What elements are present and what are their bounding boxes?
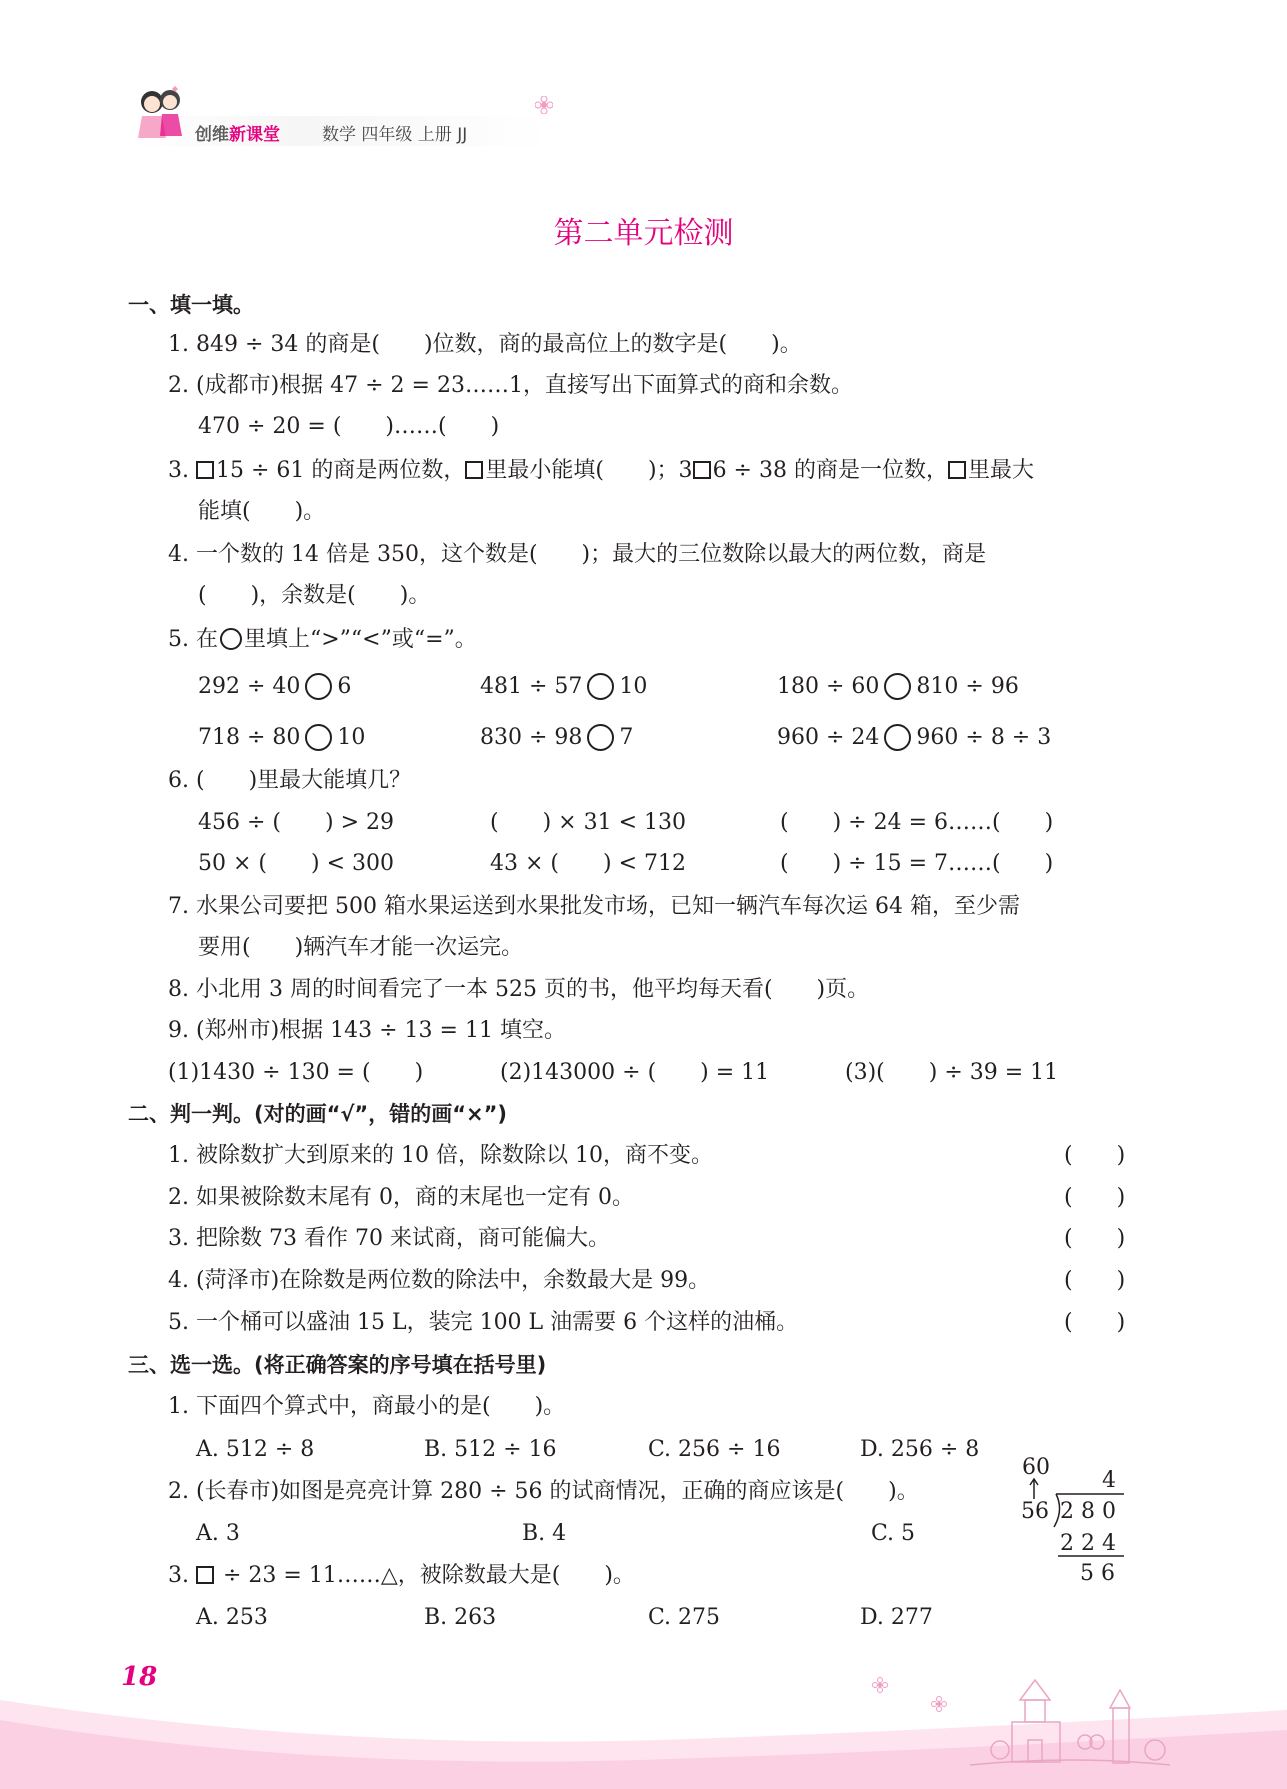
q6-item: ( ) × 31 < 130 [490,810,686,835]
q6-item: ( ) ÷ 24 = 6……( ) [780,810,1054,835]
choice-option: C. 5 [871,1521,916,1546]
q5-item: 180 ÷ 60 810 ÷ 96 [777,674,1019,699]
choice-option: C. 275 [648,1605,721,1630]
brand-logo: 创维新课堂 [195,125,280,145]
flower-icon [535,96,553,114]
s3-q3: 3. ÷ 23 = 11……△，被除数最大是( )。 [168,1563,635,1588]
s1-q5: 5. 在 里填上“>”“<”或“=”。 [168,627,477,652]
answer-blank[interactable]: ( ) [1064,1226,1126,1251]
answer-blank[interactable]: ( ) [1064,1185,1126,1210]
s1-q4-line2: ( )，余数是( )。 [198,583,431,608]
s3-q2: 2. (长春市)如图是亮亮计算 280 ÷ 56 的试商情况，正确的商应该是( )。 [168,1479,919,1504]
s1-q8: 8. 小北用 3 周的时间看完了一本 525 页的书，他平均每天看( )页。 [168,977,870,1002]
s1-q7-line2: 要用( )辆汽车才能一次运完。 [198,935,524,960]
q5-item: 292 ÷ 40 6 [198,674,352,699]
dividend: 2 8 0 [1060,1499,1116,1524]
choice-option: D. 277 [860,1605,933,1630]
q9-item: (1)1430 ÷ 130 = ( ) [168,1060,424,1085]
s1-q7-line1: 7. 水果公司要把 500 箱水果运送到水果批发市场，已知一辆汽车每次运 64 箱，至少需 [168,894,1020,919]
compare-circle-icon [305,673,332,700]
page-number: 18 [121,1662,158,1692]
estimate-number: 60 [1022,1455,1050,1480]
course-label: 数学 四年级 上册 JJ [322,125,468,145]
s1-q6: 6. ( )里最大能填几？ [168,768,412,793]
answer-blank[interactable]: ( ) [1064,1143,1126,1168]
choice-option: B. 512 ÷ 16 [424,1437,557,1462]
s3-q1: 1. 下面四个算式中，商最小的是( )。 [168,1394,566,1419]
flower-icon [931,1696,947,1712]
q5-item: 481 ÷ 57 10 [480,674,648,699]
choice-option: B. 4 [522,1521,567,1546]
compare-circle-icon [884,724,911,751]
compare-circle-icon [220,628,242,650]
q5-item: 960 ÷ 24 960 ÷ 8 ÷ 3 [777,725,1052,750]
section1-heading: 一、填一填。 [128,293,254,317]
choice-option: A. 253 [196,1605,268,1630]
q6-item: ( ) ÷ 15 = 7……( ) [780,851,1054,876]
compare-circle-icon [587,724,614,751]
s1-q3-line2: 能填( )。 [198,499,326,524]
compare-circle-icon [884,673,911,700]
long-division-figure [1018,1455,1128,1585]
q9-item: (2)143000 ÷ ( ) = 11 [500,1060,770,1085]
s1-q9: 9. (郑州市)根据 143 ÷ 13 = 11 填空。 [168,1018,566,1043]
q5-item: 830 ÷ 98 7 [480,725,634,750]
divisor: 56 [1021,1499,1049,1524]
choice-option: A. 3 [196,1521,240,1546]
page-title: 第二单元检测 [553,216,734,251]
compare-circle-icon [305,724,332,751]
judge-item: 2. 如果被除数末尾有 0，商的末尾也一定有 0。 [168,1185,634,1210]
s1-q2-line1: 2. (成都市)根据 47 ÷ 2 = 23……1，直接写出下面算式的商和余数。 [168,373,853,398]
judge-item: 5. 一个桶可以盛油 15 L，装完 100 L 油需要 6 个这样的油桶。 [168,1310,799,1335]
page-header [130,80,560,150]
castle-icon [970,1670,1170,1780]
answer-blank[interactable]: ( ) [1064,1268,1126,1293]
quotient-digit: 4 [1102,1468,1116,1493]
blank-square-icon [465,461,483,479]
judge-item: 3. 把除数 73 看作 70 来试商，商可能偏大。 [168,1226,610,1251]
s1-q3-line1: 3. 15 ÷ 61 的商是两位数， 里最小能填( )；3 6 ÷ 38 的商是一位数， 里最大 [168,458,1034,483]
section2-heading: 二、判一判。(对的画“√”，错的画“×”) [128,1102,508,1126]
s1-q2-line2: 470 ÷ 20 = ( )……( ) [198,414,500,439]
section3-heading: 三、选一选。(将正确答案的序号填在括号里) [128,1353,547,1377]
product: 2 2 4 [1060,1531,1116,1556]
blank-square-icon [948,461,966,479]
choice-option: B. 263 [424,1605,497,1630]
s1-q1: 1. 849 ÷ 34 的商是( )位数，商的最高位上的数字是( )。 [168,332,802,357]
cartoon-kids-icon [130,80,190,150]
judge-item: 4. (菏泽市)在除数是两位数的除法中，余数最大是 99。 [168,1268,711,1293]
choice-option: D. 256 ÷ 8 [860,1437,980,1462]
judge-item: 1. 被除数扩大到原来的 10 倍，除数除以 10，商不变。 [168,1143,713,1168]
choice-option: A. 512 ÷ 8 [196,1437,315,1462]
q6-item: 43 × ( ) < 712 [490,851,686,876]
blank-square-icon [196,1566,214,1584]
blank-square-icon [196,461,214,479]
remainder: 5 6 [1080,1561,1115,1586]
q6-item: 456 ÷ ( ) > 29 [198,810,394,835]
s1-q4-line1: 4. 一个数的 14 倍是 350，这个数是( )；最大的三位数除以最大的两位数，商是 [168,542,987,567]
q6-item: 50 × ( ) < 300 [198,851,394,876]
flower-icon [872,1677,888,1693]
q5-item: 718 ÷ 80 10 [198,725,366,750]
choice-option: C. 256 ÷ 16 [648,1437,781,1462]
blank-square-icon [693,461,711,479]
compare-circle-icon [587,673,614,700]
answer-blank[interactable]: ( ) [1064,1310,1126,1335]
q9-item: (3)( ) ÷ 39 = 11 [845,1060,1059,1085]
